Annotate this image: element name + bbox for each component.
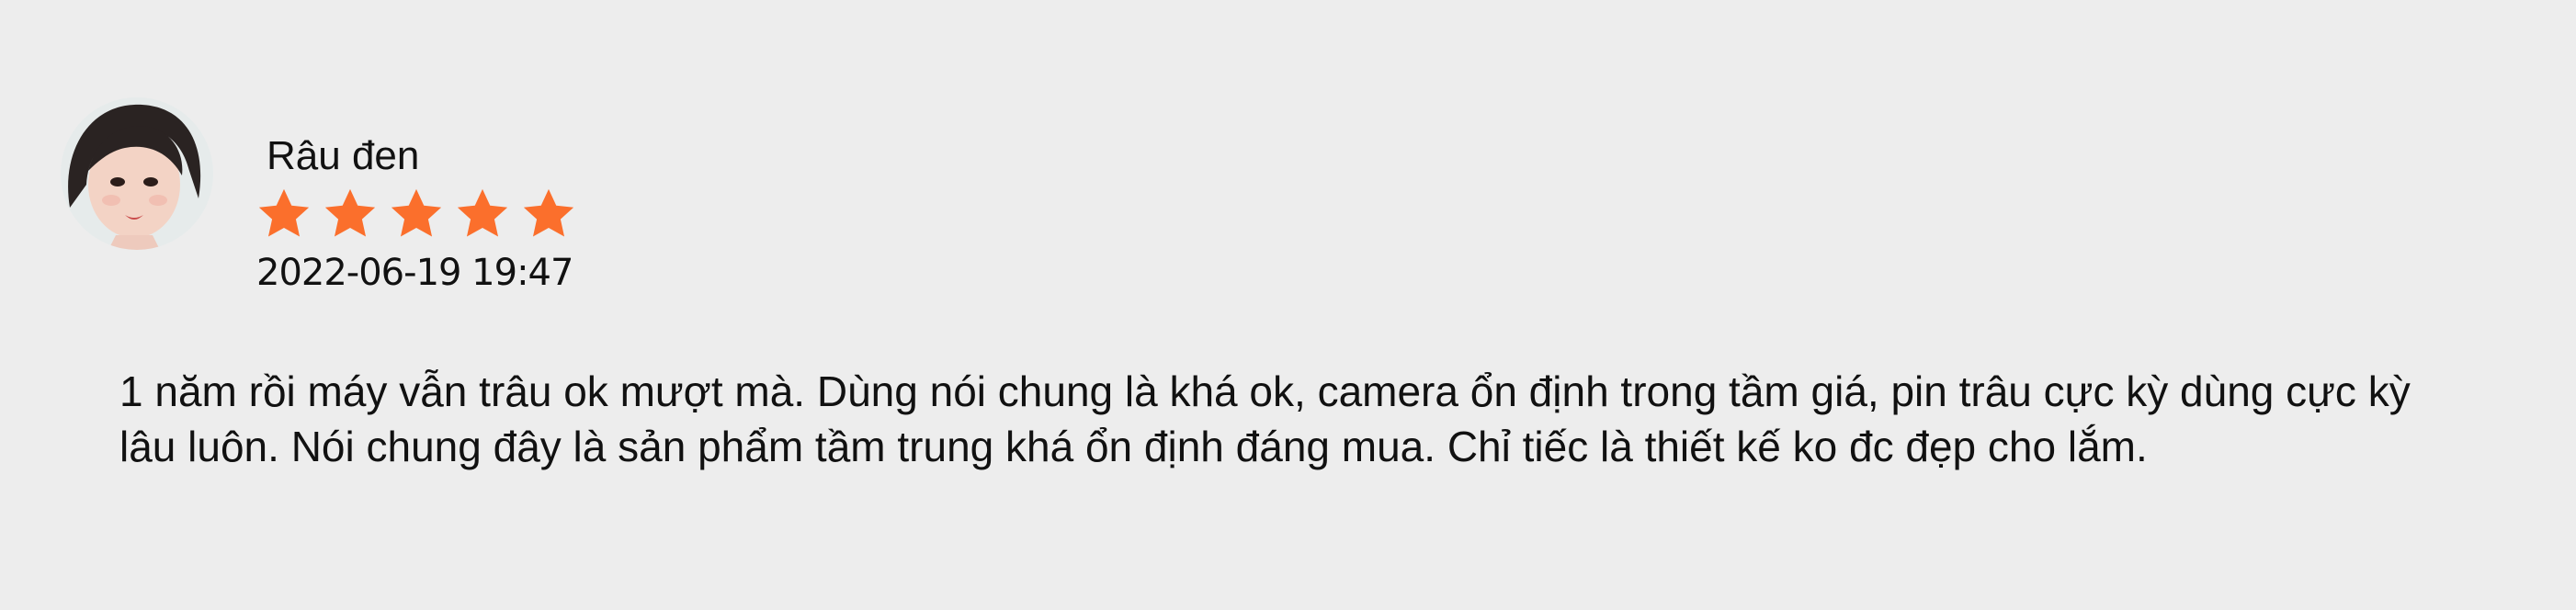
star-icon <box>322 186 379 243</box>
user-avatar-photo <box>61 97 213 250</box>
star-icon <box>255 186 312 243</box>
review-timestamp: 2022-06-19 19:47 <box>256 252 573 294</box>
star-rating <box>255 186 577 244</box>
star-icon <box>454 186 511 243</box>
reviewer-name[interactable]: Râu đen <box>267 133 420 178</box>
avatar[interactable] <box>61 97 213 250</box>
review-comment: 1 năm rồi máy vẫn trâu ok mượt mà. Dùng nói chung là khá ok, camera ổn định trong tầm giá, pin trâu cực kỳ dùng cực kỳ lâu luôn. Nói chung đây là sản phẩm tầm trung khá ổn định đáng mua. Chỉ tiếc là thiết kế ko đc đẹp cho lắm. <box>119 367 2411 470</box>
star-icon <box>520 186 577 243</box>
star-icon <box>388 186 445 243</box>
